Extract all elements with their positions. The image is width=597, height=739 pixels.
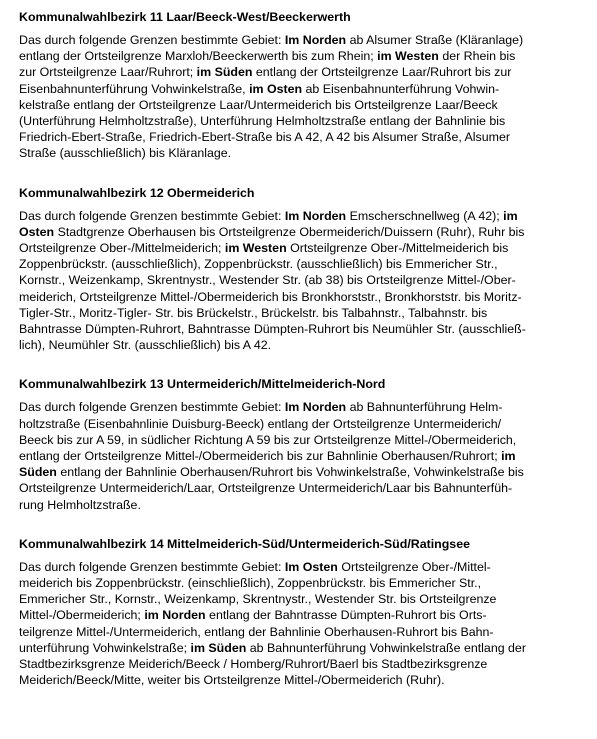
boundary-text: entlang der Ortsteilgrenze Laar/Ruhrort bis zur — [252, 65, 512, 80]
boundary-text: entlang der Ortsteilgrenze Mittel-/Obermeiderich bis zur Bahnlinie Oberhausen/Ruhrort; — [19, 449, 502, 464]
boundary-text: unterführung Vohwinkelstraße; — [19, 640, 191, 655]
boundary-text: Ortsteilgrenze Ober-/Mittel- — [337, 559, 491, 574]
direction-keyword: im — [501, 449, 516, 464]
direction-keyword: Osten — [19, 224, 55, 239]
description-line — [19, 48, 585, 64]
boundary-text: Emscherschnellweg (A 42); — [346, 208, 504, 223]
boundary-text: ab Bahnunterführung Vohwinkelstraße entlang der — [246, 640, 526, 655]
description-line — [19, 624, 585, 640]
description-line — [19, 432, 585, 448]
boundary-text: zur Ortsteilgrenze Laar/Ruhrort; — [19, 65, 197, 80]
boundary-text: (Unterführung Helmholtzstraße), Unterführung Helmholtzstraße entlang der Bahnlinie bis — [19, 114, 506, 129]
boundary-text: entlang der Ortsteilgrenze Marxloh/Beeckerwerth bis zum Rhein; — [19, 49, 378, 64]
boundary-text: Stadtgrenze Oberhausen bis Ortsteilgrenze Obermeiderich/Duissern (Ruhr), Ruhr bis — [54, 224, 525, 239]
description-line — [19, 416, 585, 432]
description-line — [19, 240, 585, 256]
boundary-text: Eisenbahnunterführung Vohwinkelstraße, — [19, 81, 250, 96]
description-line — [19, 272, 585, 288]
boundary-text: der Rhein bis — [438, 49, 516, 64]
direction-keyword: im — [503, 208, 518, 223]
boundary-text: ab Eisenbahnunterführung Vohwin- — [302, 81, 500, 96]
boundary-text: holtzstraße (Eisenbahnlinie Duisburg-Beeck) entlang der Ortsteilgrenze Untermeiderich/ — [19, 416, 502, 431]
direction-keyword: im Westen — [224, 241, 287, 256]
direction-keyword: im Westen — [377, 49, 439, 64]
boundary-text: lich), Neumühler Str. (ausschließlich) bis A 42. — [19, 338, 272, 353]
description-line — [19, 448, 585, 464]
description-line — [19, 113, 585, 129]
boundary-text: Emmericher Str., Kornstr., Weizenkamp, Skrentnystr., Westender Str. bis Ortsteilgrenze — [19, 592, 497, 607]
description-line — [19, 256, 585, 272]
boundary-text: rung Helmholtzstraße. — [19, 497, 141, 512]
section-spacer — [19, 353, 585, 376]
section-spacer — [19, 162, 585, 185]
description-line — [19, 289, 585, 305]
description-line — [19, 32, 585, 48]
boundary-text: Zoppenbrückstr. (ausschließlich), Zoppenbrückstr. (ausschließlich) bis Emmericher Str., — [19, 257, 498, 272]
description-line — [19, 591, 585, 607]
boundary-text: Ortsteilgrenze Ober-/Mittelmeiderich; — [19, 241, 225, 256]
description-line — [19, 145, 585, 161]
direction-keyword: im Süden — [190, 640, 247, 655]
boundary-text: Mittel-/Obermeiderich; — [19, 608, 145, 623]
boundary-text: meiderich, Ortsteilgrenze Mittel-/Obermeiderich bis Bronkhorststr., Bronkhorststr. bis Moritz- — [19, 289, 522, 304]
district-section — [19, 9, 585, 162]
description-line — [19, 97, 585, 113]
district-description — [19, 32, 585, 162]
boundary-text: Friedrich-Ebert-Straße, Friedrich-Ebert-Straße bis A 42, A 42 bis Alsumer Straße, Alsumer — [19, 130, 510, 145]
description-line — [19, 224, 585, 240]
district-title: Kommunalwahlbezirk 14 Mittelmeiderich-Süd/Untermeiderich-Süd/Ratingsee — [19, 536, 470, 551]
description-line — [19, 656, 585, 672]
boundary-text: Ortsteilgrenze Untermeiderich/Laar, Ortsteilgrenze Untermeiderich/Laar bis Bahnunterfüh- — [19, 481, 513, 496]
district-description — [19, 559, 585, 689]
boundary-text: ab Bahnunterführung Helm- — [346, 400, 503, 415]
direction-keyword: Im Norden — [284, 400, 347, 415]
boundary-text: Das durch folgende Grenzen bestimmte Gebiet: — [19, 400, 285, 415]
district-section — [19, 536, 585, 689]
description-line — [19, 640, 585, 656]
district-description — [19, 399, 585, 512]
description-line — [19, 399, 585, 415]
section-spacer — [19, 513, 585, 536]
boundary-text: entlang der Bahnlinie Oberhausen/Ruhrort bis Vohwinkelstraße, Vohwinkelstraße bis — [56, 465, 524, 480]
description-line — [19, 497, 585, 513]
boundary-text: Bahntrasse Dümpten-Ruhrort, Bahntrasse Dümpten-Ruhrort bis Neumühler Str. (ausschließ- — [19, 322, 526, 337]
boundary-text: teilgrenze Mittel-/Untermeiderich, entlang der Bahnlinie Oberhausen-Ruhrort bis Bahn- — [19, 624, 494, 639]
description-line — [19, 208, 585, 224]
boundary-text: Das durch folgende Grenzen bestimmte Gebiet: — [19, 208, 285, 223]
boundary-text: Tigler-Str., Moritz-Tigler- Str. bis Brückelstr., Brückelstr. bis Talbahnstr., Talbahnstr. bis — [19, 305, 488, 320]
description-line — [19, 464, 585, 480]
description-line — [19, 321, 585, 337]
description-line — [19, 337, 585, 353]
direction-keyword: im Osten — [249, 81, 303, 96]
district-section — [19, 376, 585, 512]
boundary-text: kelstraße entlang der Ortsteilgrenze Laar/Untermeiderich bis Ortsteilgrenze Laar/Beeck — [19, 97, 498, 112]
description-line — [19, 607, 585, 623]
description-line — [19, 480, 585, 496]
description-line — [19, 672, 585, 688]
boundary-text: Kornstr., Weizenkamp, Skrentnystr., Westender Str. (ab 38) bis Ortsteilgrenze Mittel-/Ober- — [19, 273, 516, 288]
direction-keyword: Im Osten — [284, 559, 338, 574]
document-body — [19, 9, 585, 689]
boundary-text: Straße (ausschließlich) bis Kläranlage. — [19, 146, 232, 161]
boundary-text: meiderich bis Zoppenbrückstr. (einschließlich), Zoppenbrückstr. bis Emmericher Str., — [19, 576, 482, 591]
description-line — [19, 559, 585, 575]
boundary-text: Das durch folgende Grenzen bestimmte Gebiet: — [19, 33, 285, 47]
boundary-text: Meiderich/Beeck/Mitte, weiter bis Ortsteilgrenze Mittel-/Obermeiderich (Ruhr). — [19, 673, 445, 688]
direction-keyword: Süden — [19, 465, 57, 480]
description-line — [19, 129, 585, 145]
boundary-text: entlang der Bahntrasse Dümpten-Ruhrort bis Orts- — [205, 608, 487, 623]
boundary-text: Ortsteilgrenze Ober-/Mittelmeiderich bis — [286, 241, 509, 256]
description-line — [19, 64, 585, 80]
boundary-text: ab Alsumer Straße (Kläranlage) — [346, 33, 524, 47]
direction-keyword: Im Norden — [284, 33, 347, 47]
district-title: Kommunalwahlbezirk 13 Untermeiderich/Mittelmeiderich-Nord — [19, 377, 386, 392]
direction-keyword: im Norden — [144, 608, 206, 623]
boundary-text: Das durch folgende Grenzen bestimmte Gebiet: — [19, 559, 285, 574]
description-line — [19, 305, 585, 321]
description-line — [19, 81, 585, 97]
direction-keyword: im Süden — [196, 65, 253, 80]
boundary-text: Stadtbezirksgrenze Meiderich/Beeck / Homberg/Ruhrort/Baerl bis Stadtbezirksgrenze — [19, 657, 488, 672]
description-line — [19, 575, 585, 591]
district-description — [19, 208, 585, 354]
district-title: Kommunalwahlbezirk 11 Laar/Beeck-West/Beeckerwerth — [19, 10, 351, 24]
boundary-text: Beeck bis zur A 59, in südlicher Richtung A 59 bis zur Ortsteilgrenze Mittel-/Obermeiderich, — [19, 432, 517, 447]
district-title: Kommunalwahlbezirk 12 Obermeiderich — [19, 185, 255, 200]
district-section — [19, 185, 585, 354]
direction-keyword: Im Norden — [284, 208, 347, 223]
